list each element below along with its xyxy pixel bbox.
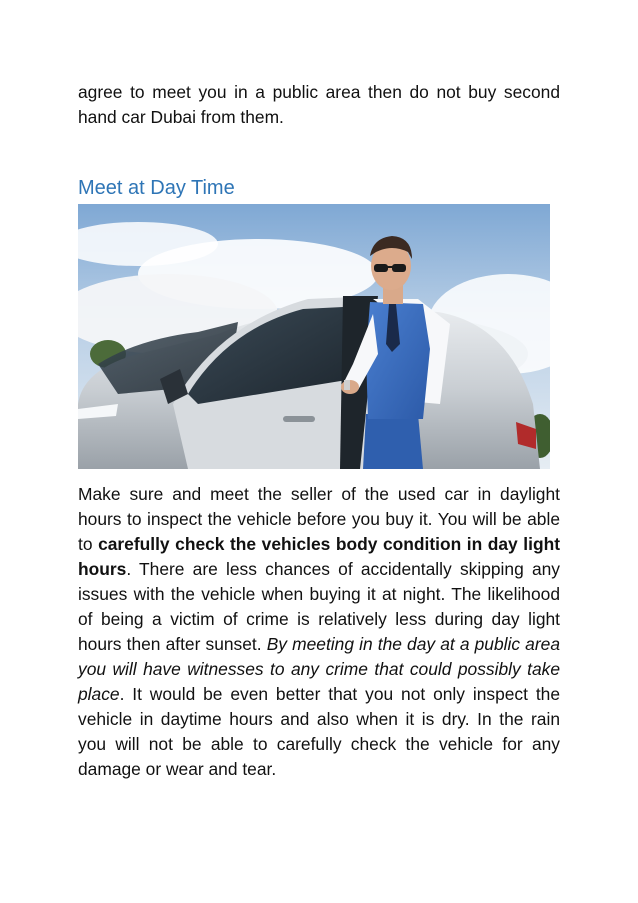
body-paragraph (78, 482, 560, 782)
body-text-bold: carefully check the vehicles body condition in day light hours (78, 534, 560, 579)
section-heading: Meet at Day Time (78, 177, 235, 199)
body-text-part1: Make sure and meet the seller of the used car in daylight hours to inspect the vehicle before you buy it. You will be able to (78, 484, 560, 554)
body-text-part2: . There are less chances of accidentally skipping any issues with the vehicle when buying it at night. The likelihood of being a victim of crime is relatively less during day light hours then after sunset. (78, 559, 560, 654)
intro-paragraph: agree to meet you in a public area then do not buy second hand car Dubai from them. (78, 82, 560, 127)
body-text-italic: By meeting in the day at a public area you will have witnesses to any crime that could possibly take place (78, 634, 560, 704)
body-text-part3: . It would be even better that you not only inspect the vehicle in daytime hours and also when it is dry. In the rain you will not be able to carefully check the vehicle for any damage or wear and tear. (78, 684, 560, 779)
car-photo (78, 204, 550, 469)
